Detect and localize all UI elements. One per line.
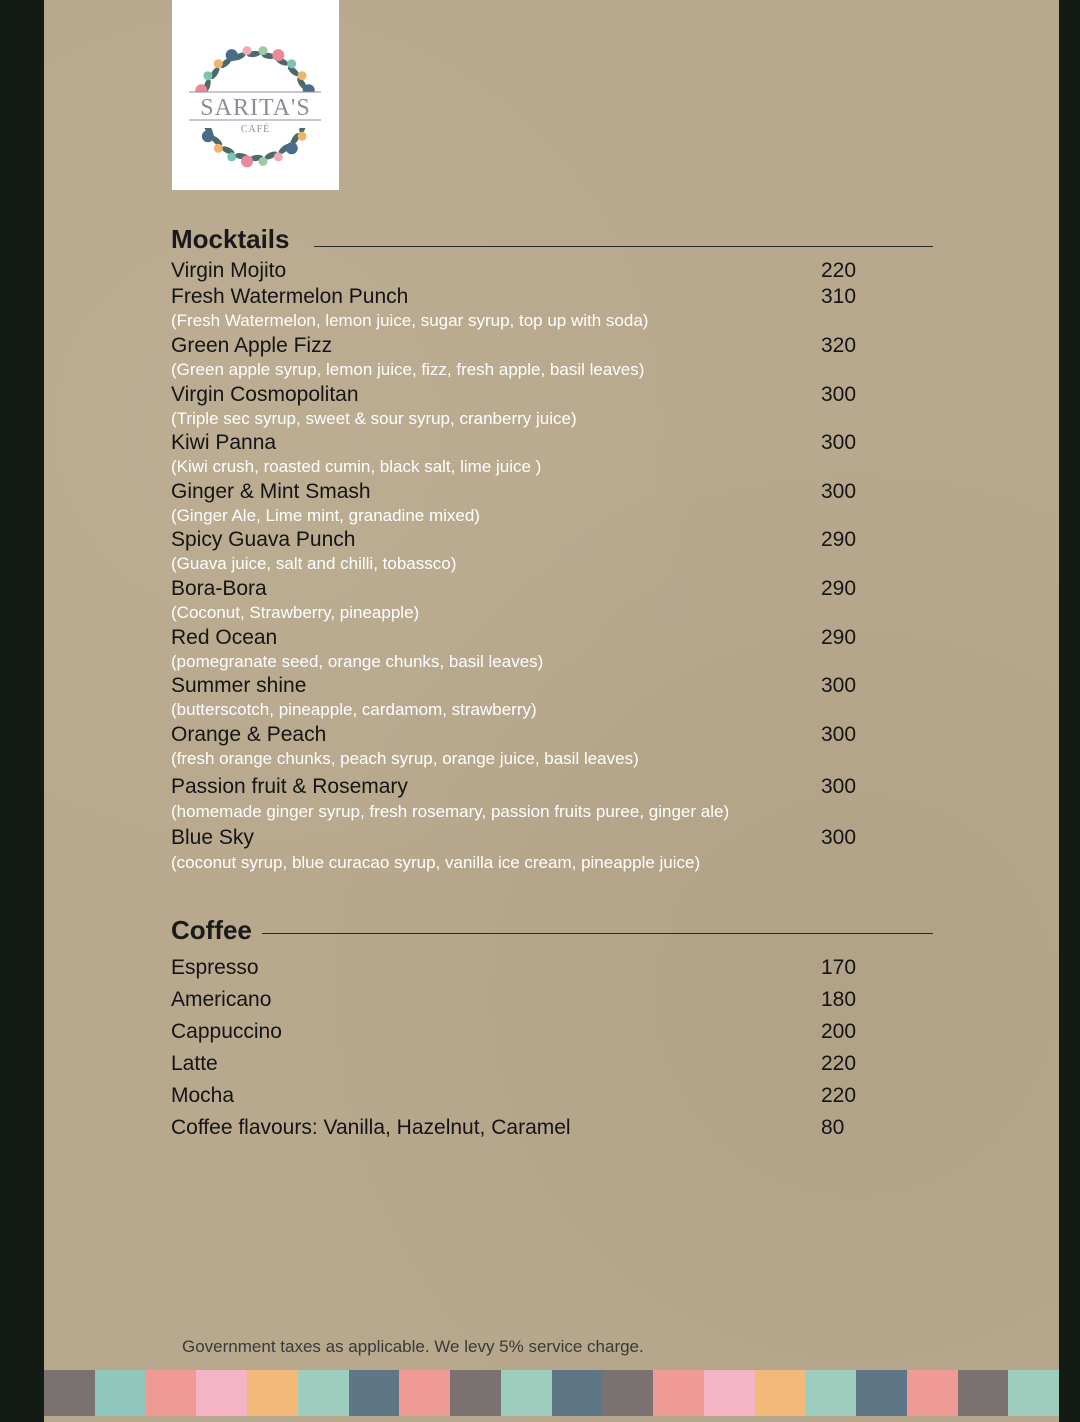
decorative-color-strip — [44, 1370, 1059, 1416]
mocktail-item-description: (butterscotch, pineapple, cardamom, strawberry) — [171, 700, 537, 719]
wreath-flower — [227, 152, 236, 161]
mocktail-item-description: (fresh orange chunks, peach syrup, orange juice, basil leaves) — [171, 749, 639, 768]
mocktail-item-description: (Guava juice, salt and chilli, tobassco) — [171, 554, 457, 573]
mocktail-item-description: (Kiwi crush, roasted cumin, black salt, lime juice ) — [171, 457, 542, 476]
mocktail-item-price: 300 — [821, 431, 857, 454]
coffee-item-name: Mocha — [171, 1084, 235, 1107]
mocktail-item-description: (coconut syrup, blue curacao syrup, vanilla ice cream, pineapple juice) — [171, 853, 701, 872]
coffee-item-price: 180 — [821, 988, 857, 1011]
color-strip-block — [805, 1370, 856, 1416]
mocktail-item-name: Ginger & Mint Smash — [171, 480, 371, 503]
mocktail-item-name: Blue Sky — [171, 826, 254, 849]
mocktail-item-description: (homemade ginger syrup, fresh rosemary, passion fruits puree, ginger ale) — [171, 802, 730, 821]
color-strip-block — [1008, 1370, 1059, 1416]
mocktail-item-price: 300 — [821, 723, 857, 746]
mocktail-item-price: 290 — [821, 528, 857, 551]
color-strip-block — [399, 1370, 450, 1416]
mocktail-item-description: (Triple sec syrup, sweet & sour syrup, cranberry juice) — [171, 409, 577, 428]
color-strip-block — [755, 1370, 806, 1416]
mocktail-item-name: Virgin Mojito — [171, 259, 287, 282]
wreath-flower — [274, 152, 283, 161]
color-strip-block — [450, 1370, 501, 1416]
color-strip-block — [196, 1370, 247, 1416]
coffee-item-name: Cappuccino — [171, 1020, 282, 1043]
wreath-flower — [287, 59, 296, 68]
mocktail-item-description: (pomegranate seed, orange chunks, basil leaves) — [171, 652, 544, 671]
mocktail-item-name: Bora-Bora — [171, 577, 267, 600]
color-strip-block — [856, 1370, 907, 1416]
coffee-item-name: Coffee flavours: Vanilla, Hazelnut, Caramel — [171, 1116, 571, 1139]
color-strip-block — [298, 1370, 349, 1416]
section-rule-mocktails — [314, 246, 933, 247]
color-strip-block — [602, 1370, 653, 1416]
wreath-flower — [203, 71, 212, 80]
logo-subtitle: CAFÉ — [240, 124, 271, 135]
wreath-flower — [241, 155, 253, 167]
color-strip-block — [958, 1370, 1009, 1416]
wreath-flower — [298, 71, 307, 80]
coffee-item-price: 220 — [821, 1052, 857, 1075]
mocktail-item-name: Passion fruit & Rosemary — [171, 775, 408, 798]
color-strip-block — [247, 1370, 298, 1416]
mocktail-item-name: Spicy Guava Punch — [171, 528, 356, 551]
mocktail-item-price: 220 — [821, 259, 857, 282]
wreath-flower — [214, 144, 223, 153]
mocktail-item-price: 290 — [821, 577, 857, 600]
mocktail-item-name: Summer shine — [171, 674, 307, 697]
wreath-flower — [214, 59, 223, 68]
coffee-item-price: 220 — [821, 1084, 857, 1107]
coffee-item-name: Latte — [171, 1052, 218, 1075]
footer-note: Government taxes as applicable. We levy 5% service charge. — [182, 1337, 644, 1356]
color-strip-block — [653, 1370, 704, 1416]
mocktail-item-description: (Ginger Ale, Lime mint, granadine mixed) — [171, 506, 480, 525]
mocktail-item-description: (Green apple syrup, lemon juice, fizz, fresh apple, basil leaves) — [171, 360, 645, 379]
mocktail-item-price: 300 — [821, 383, 857, 406]
section-rule-coffee — [262, 933, 933, 934]
coffee-item-price: 200 — [821, 1020, 857, 1043]
mocktail-item-name: Virgin Cosmopolitan — [171, 383, 359, 406]
color-strip-block — [501, 1370, 552, 1416]
wreath-flower — [259, 157, 268, 166]
coffee-item-name: Americano — [171, 988, 272, 1011]
coffee-item-price: 170 — [821, 956, 857, 979]
mocktail-item-name: Green Apple Fizz — [171, 334, 333, 357]
mocktail-item-price: 290 — [821, 626, 857, 649]
mocktail-item-price: 310 — [821, 285, 857, 308]
color-strip-block — [95, 1370, 146, 1416]
wreath-flower — [259, 46, 268, 55]
mocktail-item-name: Orange & Peach — [171, 723, 327, 746]
wreath-flower — [286, 142, 298, 154]
wreath-flower — [243, 46, 252, 55]
section-title-mocktails: Mocktails — [171, 224, 290, 254]
mocktail-item-description: (Fresh Watermelon, lemon juice, sugar syrup, top up with soda) — [171, 311, 649, 330]
color-strip-block — [146, 1370, 197, 1416]
cafe-logo — [172, 0, 339, 190]
mocktail-item-description: (Coconut, Strawberry, pineapple) — [171, 603, 420, 622]
color-strip-block — [44, 1370, 95, 1416]
logo-name: SARITA'S — [200, 95, 311, 121]
coffee-item-price: 80 — [821, 1116, 845, 1139]
mocktail-item-name: Fresh Watermelon Punch — [171, 285, 409, 308]
color-strip-block — [349, 1370, 400, 1416]
mocktail-item-price: 320 — [821, 334, 857, 357]
wreath-flower — [226, 49, 238, 61]
menu-page — [44, 0, 1059, 1422]
coffee-item-name: Espresso — [171, 956, 259, 979]
section-title-coffee: Coffee — [171, 915, 252, 945]
mocktail-item-price: 300 — [821, 480, 857, 503]
mocktail-item-price: 300 — [821, 775, 857, 798]
mocktail-item-name: Kiwi Panna — [171, 431, 277, 454]
color-strip-block — [552, 1370, 603, 1416]
mocktail-item-price: 300 — [821, 674, 857, 697]
color-strip-block — [907, 1370, 958, 1416]
color-strip-block — [704, 1370, 755, 1416]
wreath-flower — [272, 49, 284, 61]
mocktail-item-price: 300 — [821, 826, 857, 849]
mocktail-item-name: Red Ocean — [171, 626, 278, 649]
